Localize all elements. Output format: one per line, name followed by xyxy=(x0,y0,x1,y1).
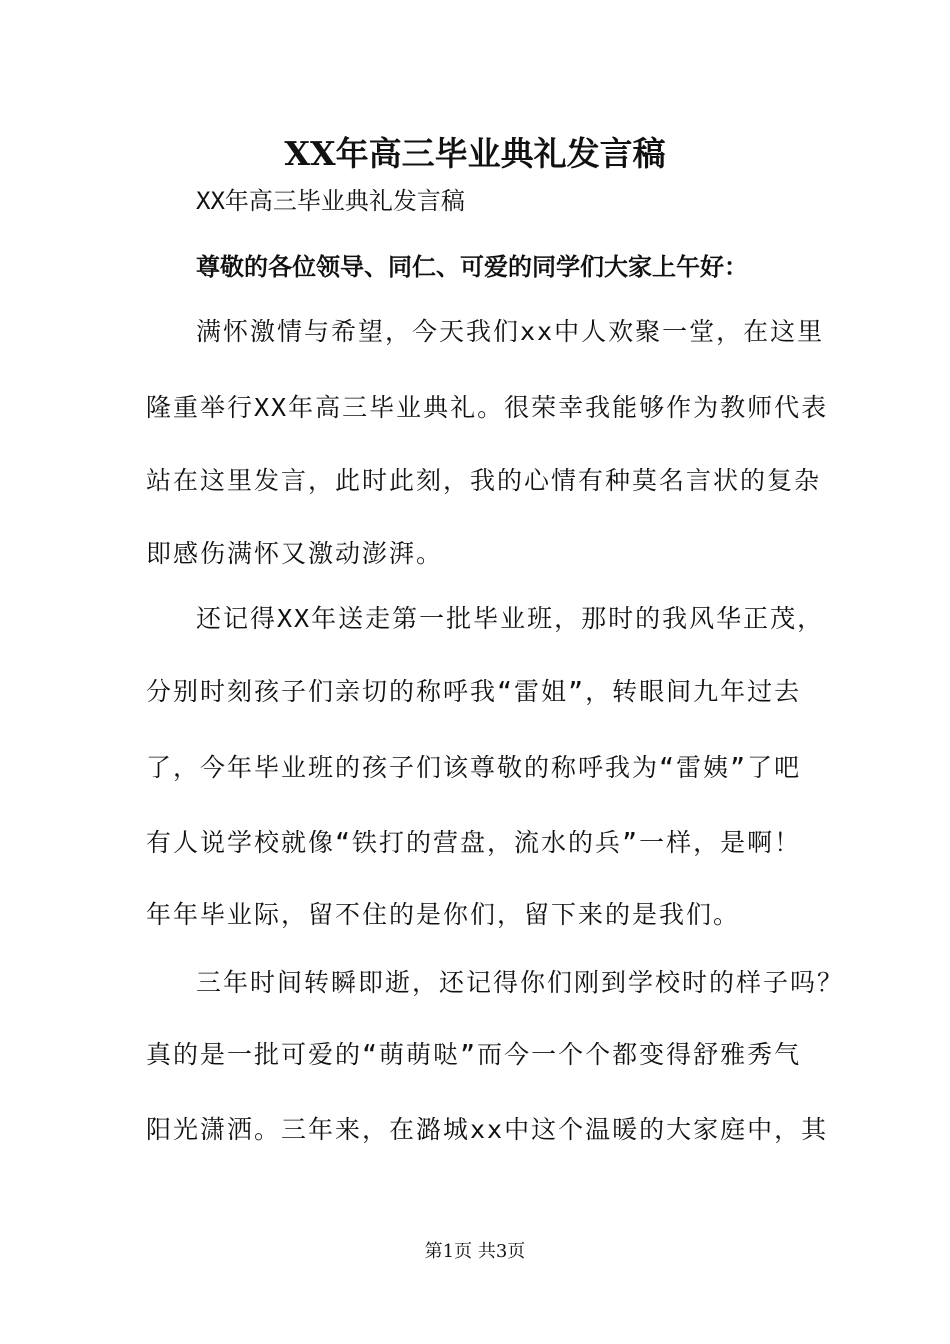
body-line: 有人说学校就像“铁打的营盘，流水的兵”一样，是啊！ xyxy=(146,828,802,857)
document-subtitle: XX年高三毕业典礼发言稿 xyxy=(196,187,465,215)
body-line: 真的是一批可爱的“萌萌哒”而今一个个都变得舒雅秀气 xyxy=(146,1040,802,1069)
body-line: 即感伤满怀又激动澎湃。 xyxy=(146,539,444,568)
body-line: 分别时刻孩子们亲切的称呼我“雷姐”，转眼间九年过去 xyxy=(146,677,802,706)
body-line: 了，今年毕业班的孩子们该尊敬的称呼我为“雷姨”了吧 xyxy=(146,753,802,782)
body-line: 满怀激情与希望，今天我们xx中人欢聚一堂，在这里 xyxy=(196,317,825,346)
body-line: 三年时间转瞬即逝，还记得你们刚到学校时的样子吗？ xyxy=(196,968,845,997)
page-number: 第1页 共3页 xyxy=(424,1241,526,1262)
body-line: 隆重举行XX年高三毕业典礼。很荣幸我能够作为教师代表 xyxy=(146,393,829,422)
document-title: XX年高三毕业典礼发言稿 xyxy=(284,134,666,173)
greeting-line: 尊敬的各位领导、同仁、可爱的同学们大家上午好： xyxy=(196,253,748,281)
body-line: 年年毕业际，留不住的是你们，留下来的是我们。 xyxy=(146,900,741,929)
body-line: 还记得XX年送走第一批毕业班，那时的我风华正茂， xyxy=(196,604,825,633)
body-line: 站在这里发言，此时此刻，我的心情有种莫名言状的复杂 xyxy=(146,466,822,495)
body-line: 阳光潇洒。三年来，在潞城xx中这个温暖的大家庭中，其 xyxy=(146,1115,829,1144)
